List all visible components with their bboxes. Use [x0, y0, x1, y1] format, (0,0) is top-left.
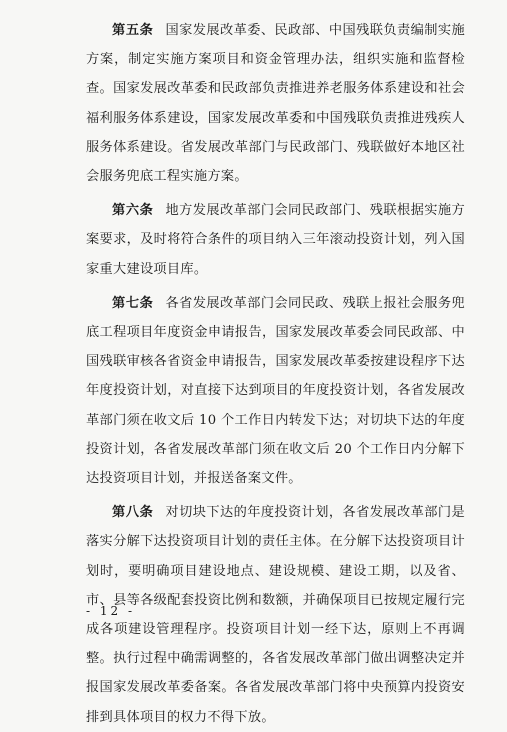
article-8 — [86, 498, 465, 732]
article-text: 对切块下达的年度投资计划，各省发展改革部门是落实分解下达投资项目计划的责任主体。在分解下达投资项目计划时，要明确项目建设地点、建设规模、建设工期，以及省、市、县等各级配套投资比例和数额，并确保项目已按规定履行完成各项建设管理程序。投资项目计划一经下达，原则上不再调整。执行过程中确需调整的，各省发展改革部门做出调整决定并报国家发展改革委备案。各省发展改革部门将中央预算内投资安排到具体项目的权力不得下放。 — [86, 505, 465, 725]
page-number: - 12 - — [86, 604, 136, 618]
article-label: 第八条 — [112, 505, 154, 521]
article-label: 第七条 — [112, 295, 154, 311]
article-label: 第六条 — [112, 203, 154, 219]
article-text: 国家发展改革委、民政部、中国残联负责编制实施方案，制定实施方案项目和资金管理办法，组织实施和监督检查。国家发展改革委和民政部负责推进养老服务体系建设和社会福利服务体系建设，国家发展改革委和中国残联负责推进残疾人服务体系建设。省发展改革部门与民政部门、残联做好本地区社会服务兜底工程实施方案。 — [86, 23, 465, 185]
article-7 — [86, 289, 465, 493]
article-6 — [86, 196, 465, 284]
article-text: 地方发展改革部门会同民政部门、残联根据实施方案要求，及时将符合条件的项目纳入三年滚动投资计划，列入国家重大建设项目库。 — [86, 203, 465, 277]
article-5 — [86, 16, 465, 191]
article-label: 第五条 — [112, 23, 154, 38]
article-text: 各省发展改革部门会同民政、残联上报社会服务兜底工程项目年度资金申请报告，国家发展改革委会同民政部、中国残联审核各省资金申请报告，国家发展改革委按建设程序下达年度投资计划，对直接下达到项目的年度投资计划，各省发展改革部门须在收文后 10 个工作日内转发下达；对切块下达的年度投资计划，各省发展改革部门须在收文后 20 个工作日内分解下达投资项目计划，并报送备案文件。 — [86, 295, 465, 487]
